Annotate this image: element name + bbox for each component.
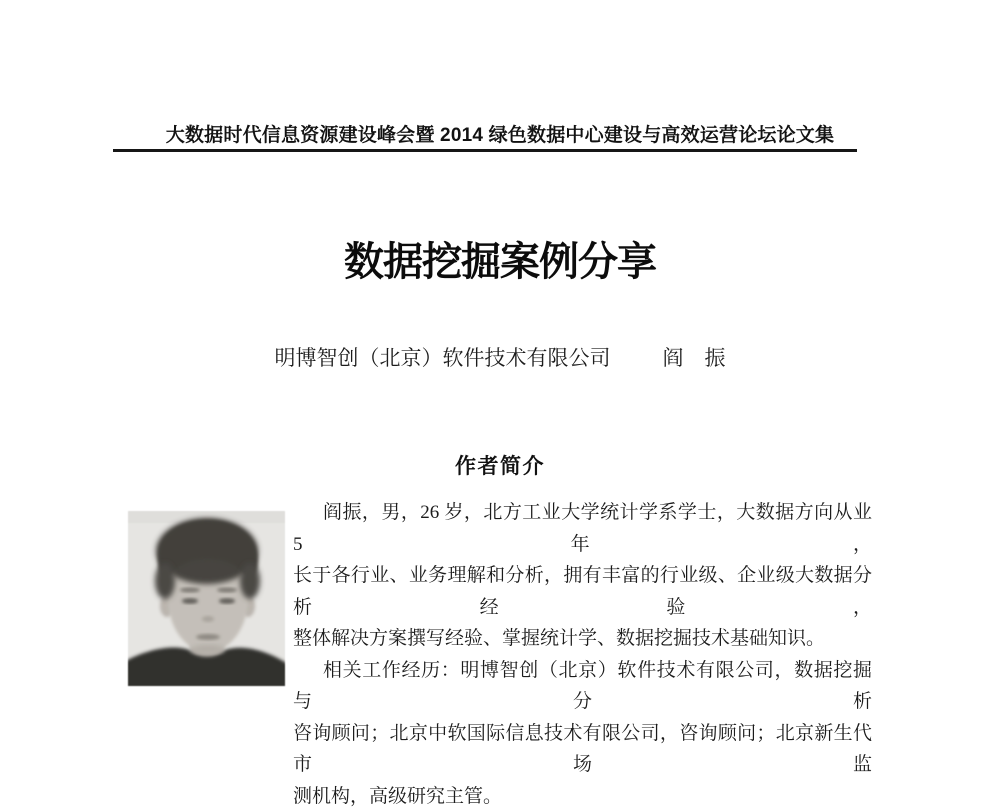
byline-author-name: 阎 振 (663, 342, 726, 372)
bio-paragraph1-line1: 阎振，男，26 岁，北方工业大学统计学系学士，大数据方向从业 5 年， (293, 497, 872, 560)
bio-paragraph1-line3: 整体解决方案撰写经验、掌握统计学、数据挖掘技术基础知识。 (293, 623, 872, 655)
author-bio-heading: 作者简介 (0, 450, 1000, 480)
author-bio-text (293, 497, 872, 812)
bio-paragraph2-line2: 咨询顾问；北京中软国际信息技术有限公司，咨询顾问；北京新生代市场监 (293, 718, 872, 781)
byline (0, 342, 1000, 372)
bio-paragraph1-line2: 长于各行业、业务理解和分析，拥有丰富的行业级、企业级大数据分析经验， (293, 560, 872, 623)
paper-title: 数据挖掘案例分享 (0, 230, 1000, 287)
bio-paragraph2-line1: 相关工作经历：明博智创（北京）软件技术有限公司，数据挖掘与分析 (293, 655, 872, 718)
author-photo (128, 511, 285, 686)
proceedings-running-head: 大数据时代信息资源建设峰会暨 2014 绿色数据中心建设与高效运营论坛论文集 (0, 120, 1000, 147)
author-portrait-graphic (128, 511, 285, 686)
byline-affiliation: 明博智创（北京）软件技术有限公司 (275, 342, 611, 372)
bio-paragraph2-line3: 测机构，高级研究主管。 (293, 781, 872, 812)
running-head-rule (113, 149, 857, 152)
